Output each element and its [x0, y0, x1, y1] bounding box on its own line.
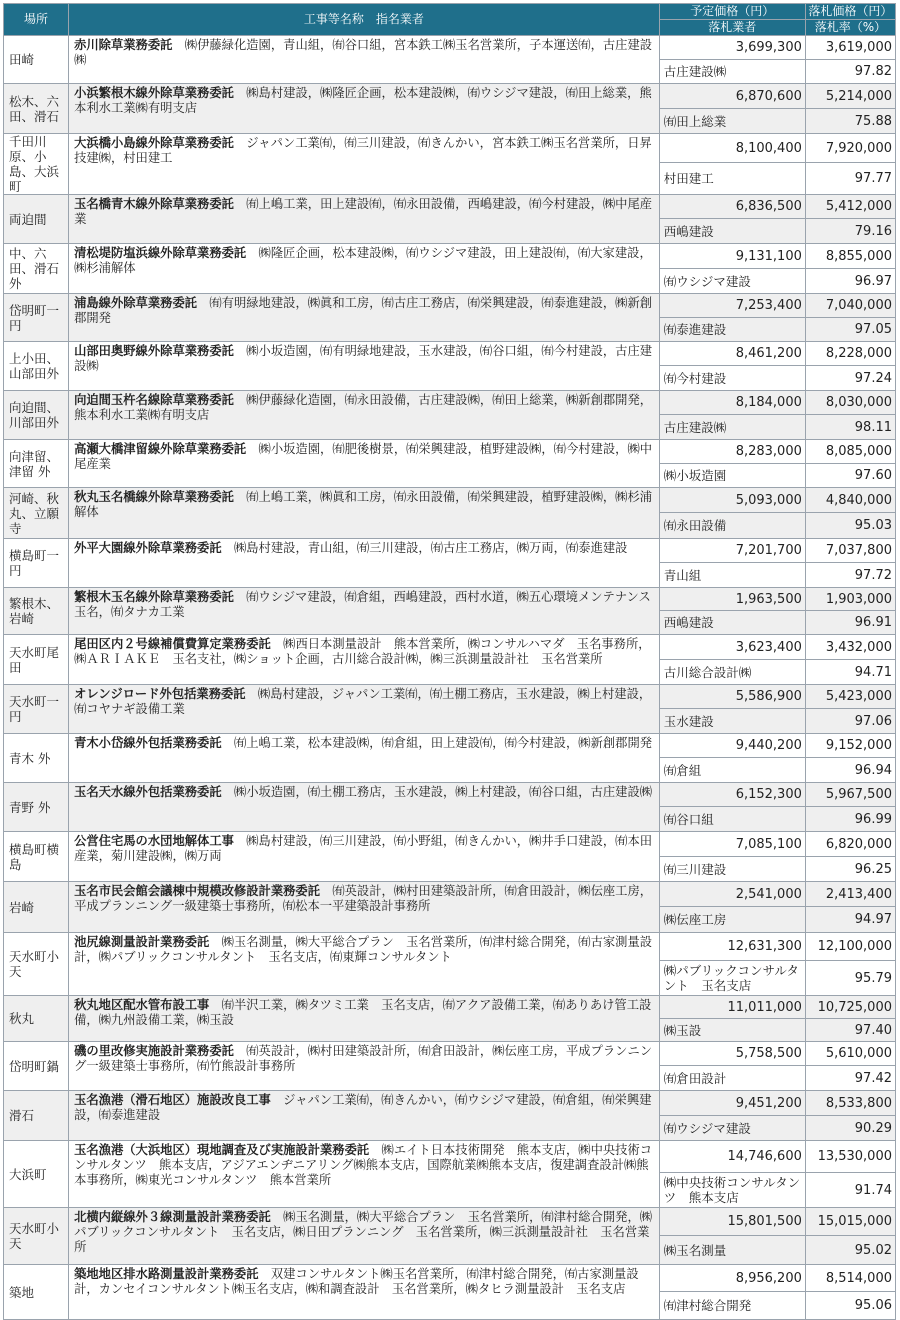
designated-bidders: 双建コンサルタント㈱玉名営業所，㈲津村総合開発，㈲古家測量設計，カンセイコンサルタント㈱玉名支店，㈱和調査設計 玉名営業所，㈱タヒラ測量設計 玉名支店	[74, 1267, 639, 1296]
winning-bidder: ㈲三川建設	[659, 857, 805, 882]
designated-bidders: ㈱隆匠企画，松本建設㈱，㈲ウシジマ建設，田上建設㈲，㈲大家建設，㈱杉浦解体	[74, 246, 652, 275]
planned-price: 9,451,200	[659, 1091, 805, 1116]
row-description	[69, 440, 660, 488]
planned-price: 3,623,400	[659, 635, 805, 660]
winning-price: 8,030,000	[805, 391, 895, 415]
table-body	[4, 36, 896, 1320]
winning-bidder: 古川総合設計㈱	[659, 660, 805, 685]
designated-bidders: ㈱小坂造園，㈲肥後樹景，㈲栄興建設，植野建設㈱，㈲今村建設，㈱中尾産業	[74, 442, 653, 471]
winning-bidder: ㈱伝座工房	[659, 907, 805, 933]
planned-price: 7,201,700	[659, 539, 805, 563]
winning-bidder: ㈲今村建設	[659, 366, 805, 391]
table-row	[4, 832, 896, 857]
row-description	[69, 996, 660, 1042]
table-row	[4, 440, 896, 464]
planned-price: 6,870,600	[659, 84, 805, 109]
planned-price: 7,085,100	[659, 832, 805, 857]
row-place: 横島町横島	[4, 832, 69, 882]
planned-price: 2,541,000	[659, 882, 805, 907]
winning-price: 13,530,000	[805, 1141, 895, 1173]
table-row	[4, 1208, 896, 1236]
winning-rate: 95.03	[805, 513, 895, 539]
planned-price: 7,253,400	[659, 294, 805, 318]
winning-rate: 97.05	[805, 318, 895, 342]
winning-rate: 96.99	[805, 807, 895, 832]
row-description	[69, 933, 660, 996]
table-row	[4, 1141, 896, 1173]
designated-bidders: ㈱小坂造園，㈲土棚工務店，玉水建設，㈱上村建設，㈲谷口組，古庄建設㈱	[233, 785, 653, 799]
row-place: 天水町小天	[4, 933, 69, 996]
winning-bidder: 村田建工	[659, 163, 805, 195]
planned-price: 12,631,300	[659, 933, 805, 961]
winning-rate: 96.91	[805, 611, 895, 635]
row-place: 両迫間	[4, 195, 69, 244]
work-name: 向迫間玉杵名線除草業務委託	[74, 393, 234, 407]
winning-bidder: ㈲倉組	[659, 758, 805, 783]
work-name: 大浜橋小島線外除草業務委託	[74, 136, 234, 150]
planned-price: 1,963,500	[659, 588, 805, 611]
designated-bidders: ジャパン工業㈲，㈲きんかい，㈲ウシジマ建設，㈲倉組，㈲栄興建設，㈲泰進建設	[74, 1093, 652, 1122]
winning-price: 5,423,000	[805, 685, 895, 709]
designated-bidders: ㈱玉名測量，㈱大平総合プラン 玉名営業所，㈲津村総合開発，㈲古家測量設計，㈱パブリックコンサルタント 玉名支店，㈲東輝コンサルタント	[74, 935, 653, 964]
row-place: 青木 外	[4, 734, 69, 783]
table-row	[4, 685, 896, 709]
designated-bidders: ㈱伊藤緑化造園，青山組，㈲谷口組，宮本鉄工㈱玉名営業所，子本運送㈲，古庄建設㈱	[74, 38, 653, 67]
winning-price: 8,085,000	[805, 440, 895, 464]
table-row	[4, 635, 896, 660]
row-place: 繁根木、岩崎	[4, 588, 69, 635]
winning-bidder: ㈱パブリックコンサルタント 玉名支店	[659, 961, 805, 996]
winning-price: 8,855,000	[805, 244, 895, 269]
work-name: 山部田奥野線外除草業務委託	[74, 344, 234, 358]
winning-rate: 97.24	[805, 366, 895, 391]
winning-price: 8,514,000	[805, 1265, 895, 1292]
winning-price: 7,037,800	[805, 539, 895, 563]
winning-rate: 94.97	[805, 907, 895, 933]
designated-bidders: ㈲上嶋工業，㈱眞和工房，㈲永田設備，㈲栄興建設，植野建設㈱，㈱杉浦解体	[74, 490, 653, 519]
row-place: 滑石	[4, 1091, 69, 1141]
designated-bidders: ㈱島村建設，青山組，㈲三川建設，㈲古庄工務店，㈱万両，㈲泰進建設	[233, 541, 628, 555]
row-place: 築地	[4, 1265, 69, 1320]
header-winning-price: 落札価格（円）	[805, 4, 895, 20]
winning-bidder: ㈱玉設	[659, 1019, 805, 1042]
table-row	[4, 1042, 896, 1066]
header-winning-rate: 落札率（%）	[805, 20, 895, 36]
work-name: オレンジロード外包括業務委託	[74, 687, 246, 701]
winning-rate: 97.42	[805, 1066, 895, 1091]
winning-bidder: 古庄建設㈱	[659, 415, 805, 440]
row-description	[69, 882, 660, 933]
designated-bidders: ㈲英設計，㈱村田建築設計所，㈲倉田設計，㈱伝座工房，平成プランニング一級建築士事務所，㈲竹熊設計事務所	[74, 1044, 653, 1073]
work-name: 秋丸地区配水管布設工事	[74, 998, 210, 1012]
designated-bidders: ㈱西日本測量設計 熊本営業所，㈱コンサルハマダ 玉名事務所，㈱ＡＲＩＡＫＥ 玉名支社，㈱ショット企画，古川総合設計㈱，㈱三浜測量設計社 玉名営業所	[74, 637, 651, 666]
planned-price: 15,801,500	[659, 1208, 805, 1236]
header-planned-price: 予定価格（円）	[659, 4, 805, 20]
winning-price: 2,413,400	[805, 882, 895, 907]
winning-rate: 97.72	[805, 563, 895, 588]
designated-bidders: ㈱島村建設，㈲三川建設，㈲小野組，㈲きんかい，㈱井手口建設，㈲本田産業，菊川建設㈱，㈱万両	[74, 834, 653, 863]
winning-rate: 96.97	[805, 269, 895, 294]
winning-price: 4,840,000	[805, 488, 895, 513]
table-row	[4, 36, 896, 60]
table-row	[4, 294, 896, 318]
row-place: 上小田、山部田外	[4, 342, 69, 391]
winning-bidder: ㈱玉名測量	[659, 1236, 805, 1265]
designated-bidders: ㈲有明緑地建設，㈱眞和工房，㈲古庄工務店，㈲栄興建設，㈲泰進建設，㈱新創郡開発	[74, 296, 653, 325]
row-place: 青野 外	[4, 783, 69, 832]
winning-bidder: ㈲谷口組	[659, 807, 805, 832]
row-place: 松木、六田、滑石	[4, 84, 69, 134]
planned-price: 8,184,000	[659, 391, 805, 415]
row-place: 河崎、秋丸、立願寺	[4, 488, 69, 539]
row-description	[69, 1042, 660, 1091]
table-row	[4, 1091, 896, 1116]
winning-rate: 91.74	[805, 1173, 895, 1208]
row-place: 向迫間、川部田外	[4, 391, 69, 440]
winning-price: 3,619,000	[805, 36, 895, 60]
table-row	[4, 134, 896, 163]
planned-price: 8,283,000	[659, 440, 805, 464]
winning-price: 5,214,000	[805, 84, 895, 109]
table-row	[4, 84, 896, 109]
winning-rate: 95.06	[805, 1292, 895, 1320]
row-place: 千田川原、小島、大浜町	[4, 134, 69, 195]
winning-bidder: 西嶋建設	[659, 219, 805, 244]
winning-price: 5,610,000	[805, 1042, 895, 1066]
winning-price: 9,152,000	[805, 734, 895, 758]
winning-bidder: ㈲津村総合開発	[659, 1292, 805, 1320]
planned-price: 14,746,600	[659, 1141, 805, 1173]
row-description	[69, 832, 660, 882]
winning-bidder: ㈲泰進建設	[659, 318, 805, 342]
work-name: 玉名市民会館会議棟中規模改修設計業務委託	[74, 884, 321, 898]
work-name: 玉名天水線外包括業務委託	[74, 785, 222, 799]
table-row	[4, 342, 896, 366]
table-row	[4, 244, 896, 269]
row-description	[69, 635, 660, 685]
work-name: 公営住宅馬の水団地解体工事	[74, 834, 234, 848]
row-place: 中、六田、滑石 外	[4, 244, 69, 294]
designated-bidders: ㈱エイト日本技術開発 熊本支店，㈱中央技術コンサルタンツ 熊本支店，アジアエンヂニアリング㈱熊本支店，国際航業㈱熊本支店，復建調査設計㈱熊本事務所，㈱東光コンサルタンツ 熊本営業所	[74, 1143, 653, 1187]
winning-price: 7,040,000	[805, 294, 895, 318]
winning-rate: 96.94	[805, 758, 895, 783]
designated-bidders: ㈲上嶋工業，田上建設㈲，㈲永田設備，西嶋建設，㈲今村建設，㈱中尾産業	[74, 197, 653, 226]
designated-bidders: ㈱伊藤緑化造園，㈲永田設備，古庄建設㈱，㈲田上総業，㈱新創郡開発，熊本利水工業㈱有明支店	[74, 393, 653, 422]
planned-price: 8,461,200	[659, 342, 805, 366]
row-place: 秋丸	[4, 996, 69, 1042]
row-description	[69, 488, 660, 539]
designated-bidders: ㈱島村建設，㈱隆匠企画，松本建設㈱，㈲ウシジマ建設，㈲田上総業，熊本利水工業㈱有明支店	[74, 86, 652, 115]
designated-bidders: ㈱島村建設，ジャパン工業㈲，㈲土棚工務店，玉水建設，㈱上村建設，㈲コヤナギ設備工業	[74, 687, 652, 716]
table-row	[4, 539, 896, 563]
winning-rate: 95.79	[805, 961, 895, 996]
table-row	[4, 783, 896, 807]
winning-rate: 94.71	[805, 660, 895, 685]
winning-price: 5,967,500	[805, 783, 895, 807]
designated-bidders: ジャパン工業㈲，㈲三川建設，㈲きんかい，宮本鉄工㈱玉名営業所，日昇技建㈱，村田建工	[74, 136, 652, 165]
work-name: 築地地区排水路測量設計業務委託	[74, 1267, 259, 1281]
row-place: 岱明町鍋	[4, 1042, 69, 1091]
row-place: 天水町尾田	[4, 635, 69, 685]
row-place: 岱明町一円	[4, 294, 69, 342]
planned-price: 6,836,500	[659, 195, 805, 219]
table-row	[4, 195, 896, 219]
table-row	[4, 488, 896, 513]
table-row	[4, 1265, 896, 1292]
row-place: 田崎	[4, 36, 69, 84]
planned-price: 8,100,400	[659, 134, 805, 163]
planned-price: 5,758,500	[659, 1042, 805, 1066]
winning-rate: 97.40	[805, 1019, 895, 1042]
winning-price: 12,100,000	[805, 933, 895, 961]
row-description	[69, 342, 660, 391]
planned-price: 5,093,000	[659, 488, 805, 513]
row-description	[69, 734, 660, 783]
work-name: 池尻線測量設計業務委託	[74, 935, 210, 949]
winning-bidder: ㈲倉田設計	[659, 1066, 805, 1091]
row-description	[69, 539, 660, 588]
planned-price: 6,152,300	[659, 783, 805, 807]
winning-rate: 97.82	[805, 60, 895, 84]
row-description	[69, 1208, 660, 1265]
row-description	[69, 134, 660, 195]
work-name: 小浜繁根木線外除草業務委託	[74, 86, 234, 100]
designated-bidders: ㈱小坂造園，㈲有明緑地建設，玉水建設，㈲谷口組，㈲今村建設，古庄建設㈱	[74, 344, 653, 373]
winning-price: 3,432,000	[805, 635, 895, 660]
row-description	[69, 36, 660, 84]
work-name: 清松堤防塩浜線外除草業務委託	[74, 246, 247, 260]
winning-rate: 79.16	[805, 219, 895, 244]
row-description	[69, 294, 660, 342]
designated-bidders: ㈲英設計，㈱村田建築設計所，㈲倉田設計，㈱伝座工房，平成プランニング一級建築士事務所，㈲松本一平建築設計事務所	[74, 884, 653, 913]
winning-rate: 90.29	[805, 1116, 895, 1141]
winning-rate: 75.88	[805, 109, 895, 134]
winning-rate: 98.11	[805, 415, 895, 440]
work-name: 赤川除草業務委託	[74, 38, 173, 52]
row-description	[69, 588, 660, 635]
row-place: 岩崎	[4, 882, 69, 933]
table-row	[4, 996, 896, 1019]
winning-price: 15,015,000	[805, 1208, 895, 1236]
winning-price: 5,412,000	[805, 195, 895, 219]
winning-bidder: 玉水建設	[659, 709, 805, 734]
winning-price: 8,533,800	[805, 1091, 895, 1116]
row-place: 天水町小天	[4, 1208, 69, 1265]
row-description	[69, 1091, 660, 1141]
winning-rate: 96.25	[805, 857, 895, 882]
header-place: 場所	[4, 4, 69, 36]
table-row	[4, 933, 896, 961]
winning-rate: 97.06	[805, 709, 895, 734]
header-winning-bidder: 落札業者	[659, 20, 805, 36]
row-description	[69, 685, 660, 734]
winning-price: 8,228,000	[805, 342, 895, 366]
winning-bidder: ㈲田上総業	[659, 109, 805, 134]
work-name: 浦島線外除草業務委託	[74, 296, 198, 310]
work-name: 玉名漁港（滑石地区）施設改良工事	[74, 1093, 271, 1107]
row-description	[69, 1141, 660, 1208]
designated-bidders: ㈲ウシジマ建設，㈲倉組，西嶋建設，西村水道，㈱五心環境メンテナンス玉名，㈲タナカ工業	[74, 590, 651, 619]
row-place: 横島町一円	[4, 539, 69, 588]
work-name: 青木小岱線外包括業務委託	[74, 736, 222, 750]
work-name: 尾田区内２号線補償費算定業務委託	[74, 637, 271, 651]
table-row	[4, 391, 896, 415]
row-description	[69, 391, 660, 440]
winning-bidder: ㈲ウシジマ建設	[659, 1116, 805, 1141]
planned-price: 9,131,100	[659, 244, 805, 269]
winning-price: 1,903,000	[805, 588, 895, 611]
row-place: 向津留、津留 外	[4, 440, 69, 488]
work-name: 磯の里改修実施設計業務委託	[74, 1044, 234, 1058]
work-name: 外平大園線外除草業務委託	[74, 541, 222, 555]
header-work-name: 工事等名称 指名業者	[69, 4, 660, 36]
designated-bidders: ㈱玉名測量，㈱大平総合プラン 玉名営業所，㈲津村総合開発，㈱パブリックコンサルタント 玉名支店，㈱日田プランニング 玉名営業所，㈱三浜測量設計社 玉名営業所	[74, 1210, 653, 1254]
planned-price: 8,956,200	[659, 1265, 805, 1292]
bid-results-table	[3, 3, 896, 1320]
winning-price: 10,725,000	[805, 996, 895, 1019]
work-name: 高瀬大橋津留線外除草業務委託	[74, 442, 247, 456]
planned-price: 5,586,900	[659, 685, 805, 709]
winning-bidder: ㈲ウシジマ建設	[659, 269, 805, 294]
row-description	[69, 244, 660, 294]
row-place: 天水町一円	[4, 685, 69, 734]
designated-bidders: ㈲半沢工業，㈱タツミ工業 玉名支店，㈲アクア設備工業，㈲ありあけ管工設備，㈱九州設備工業，㈱玉設	[74, 998, 652, 1027]
table-row	[4, 734, 896, 758]
row-description	[69, 195, 660, 244]
row-place: 大浜町	[4, 1141, 69, 1208]
row-description	[69, 84, 660, 134]
winning-rate: 95.02	[805, 1236, 895, 1265]
work-name: 繁根木玉名線外除草業務委託	[74, 590, 234, 604]
winning-bidder: ㈲永田設備	[659, 513, 805, 539]
planned-price: 9,440,200	[659, 734, 805, 758]
winning-rate: 97.60	[805, 464, 895, 488]
winning-bidder: 西嶋建設	[659, 611, 805, 635]
winning-price: 6,820,000	[805, 832, 895, 857]
row-description	[69, 1265, 660, 1320]
winning-price: 7,920,000	[805, 134, 895, 163]
row-description	[69, 783, 660, 832]
winning-bidder: 青山組	[659, 563, 805, 588]
work-name: 北横内縦線外３線測量設計業務委託	[74, 1210, 271, 1224]
winning-bidder: 古庄建設㈱	[659, 60, 805, 84]
winning-rate: 97.77	[805, 163, 895, 195]
table-row	[4, 882, 896, 907]
designated-bidders: ㈲上嶋工業，松本建設㈱，㈲倉組，田上建設㈲，㈲今村建設，㈱新創郡開発	[233, 736, 653, 750]
winning-bidder: ㈱小坂造園	[659, 464, 805, 488]
work-name: 玉名漁港（大浜地区）現地調査及び実施設計業務委託	[74, 1143, 370, 1157]
planned-price: 3,699,300	[659, 36, 805, 60]
work-name: 秋丸玉名橋線外除草業務委託	[74, 490, 234, 504]
table-row	[4, 588, 896, 611]
work-name: 玉名橋青木線外除草業務委託	[74, 197, 234, 211]
winning-bidder: ㈱中央技術コンサルタンツ 熊本支店	[659, 1173, 805, 1208]
planned-price: 11,011,000	[659, 996, 805, 1019]
